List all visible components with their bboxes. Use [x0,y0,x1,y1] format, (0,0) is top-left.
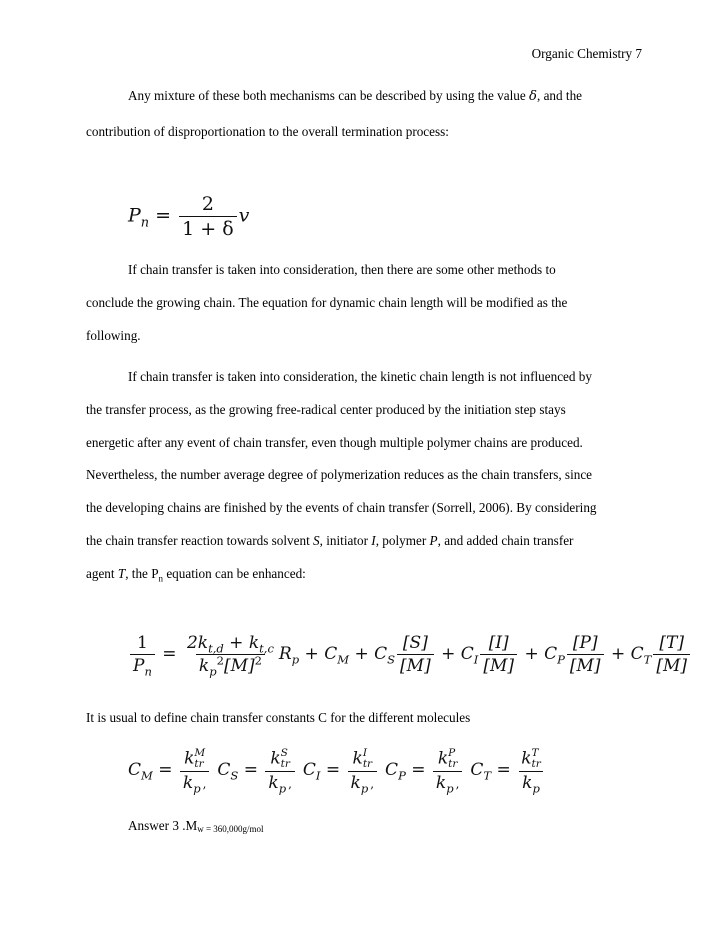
eq-subscript: tr [280,758,290,771]
eq-symbol: v [238,204,250,227]
eq-subscript: P [557,652,565,667]
eq-symbol: k [268,773,279,794]
eq-subscript: tr [194,758,204,771]
eq-subscript: tr [448,758,458,771]
eq-denominator: 1 + δ [179,216,237,240]
eq-denominator [130,654,155,679]
paragraph-2-line-1: If chain transfer is taken into consideration, then there are some other methods to [128,262,556,277]
eq-numerator [435,748,461,771]
eq-superscript: M [194,747,206,759]
eq-fraction [567,633,604,676]
eq-subscript: T [483,768,492,783]
delta-symbol: δ [529,89,537,104]
eq-symbol: P [133,656,145,676]
eq-denominator: [M] [567,654,604,676]
eq-comma: , [455,777,460,792]
paragraph-3-line-5: the developing chains are finished by the events of chain transfer (Sorrell, 2006). By considering [86,500,597,515]
text: , and added chain transfer [437,533,574,548]
eq-symbol: C [460,644,474,664]
eq-fraction [265,747,295,796]
text: equation can be enhanced: [163,566,306,581]
eq-fraction [184,633,277,679]
eq-equals: = [238,760,264,781]
transfer-constant-t [470,747,545,796]
running-head: Organic Chemistry 7 [531,46,642,61]
eq-symbol: P [128,204,141,227]
eq-subscript: I [473,652,479,667]
eq-numerator: [S] [402,633,428,653]
eq-symbol: 2k [186,633,209,653]
eq-fraction [180,747,210,796]
equation-transfer-constants [128,747,552,796]
equation-pn-disproportionation [128,193,249,240]
eq-numerator: [T] [659,633,684,653]
eq-subscript: p [193,781,201,796]
eq-symbol: k [437,748,449,769]
eq-equals: = [155,204,172,227]
eq-symbol: k [521,748,532,769]
eq-subscript: S [387,652,396,667]
eq-subscript: p [278,781,287,796]
eq-denominator [265,771,295,796]
subscript-n: n [158,573,164,584]
eq-numerator [350,748,376,771]
paragraph-4: It is usual to define chain transfer constants C for the different molecules [86,710,471,725]
eq-script-stack [281,748,290,770]
eq-superscript: 2 [254,653,262,668]
eq-fraction [179,193,237,240]
eq-symbol: C [217,760,231,781]
transfer-constant-m [128,747,211,796]
eq-subscript: t,c [259,641,274,656]
eq-numerator: [P] [572,633,598,653]
eq-denominator: [M] [653,654,690,676]
eq-subscript: I [315,768,321,783]
eq-denominator [196,653,265,679]
transfer-constant-i [302,747,379,796]
symbol-i: I [371,533,376,548]
eq-subscript: n [140,215,150,231]
eq-equals: = [491,760,517,781]
eq-symbol: C [128,760,142,781]
eq-numerator: 1 [137,633,148,653]
eq-denominator [180,771,210,796]
paragraph-1-line-1 [128,88,582,105]
eq-comma: , [370,777,375,792]
paragraph-2-line-2: conclude the growing chain. The equation for dynamic chain length will be modified as the [86,295,568,310]
eq-denominator: [M] [397,654,434,676]
paragraph-3-line-2: the transfer process, as the growing free-radical center produced by the initiation step stays [86,402,566,417]
eq-subscript: M [141,768,153,783]
text: Answer 3 .M [128,818,198,833]
eq-numerator [184,633,277,654]
eq-script-stack [532,748,541,770]
eq-symbol: k [270,748,281,769]
text: the chain transfer reaction towards solvent [86,533,314,548]
eq-subscript: t,d [208,641,224,656]
transfer-constant-p [385,747,464,796]
answer-subscript: w = 360,000g/mol [197,824,264,834]
text: Any mixture of these both mechanisms can be described by using the value [128,88,530,103]
eq-numerator [181,748,208,771]
eq-subscript: T [643,652,652,667]
eq-symbol: k [182,773,194,794]
eq-symbol: C [544,644,558,664]
eq-superscript: I [362,747,367,759]
symbol-t: T [117,566,126,581]
eq-denominator [519,771,543,796]
text: , initiator [319,533,372,548]
eq-symbol: k [184,748,195,769]
eq-subscript: tr [531,758,541,771]
text: , and the [536,88,583,103]
eq-subscript: M [337,652,350,667]
eq-symbol: k [522,773,533,794]
eq-fraction [518,747,544,796]
eq-script-stack [448,748,457,770]
eq-comma: , [202,777,207,792]
eq-subscript: S [230,768,239,783]
symbol-s: S [313,533,320,548]
eq-superscript: T [531,747,539,759]
eq-symbol: [M] [223,656,255,676]
eq-subscript: p [291,652,300,667]
eq-symbol: C [630,644,644,664]
eq-fraction [480,633,517,676]
eq-symbol: C [374,644,388,664]
symbol-p: P [429,533,438,548]
eq-symbol: k [350,773,361,794]
eq-numerator: [I] [488,633,509,653]
eq-numerator [518,748,544,771]
eq-symbol: C [324,644,338,664]
eq-comma: , [288,777,292,792]
text: , polymer [375,533,430,548]
eq-numerator [267,748,293,771]
eq-symbol: + k [223,633,260,653]
eq-numerator: 2 [201,193,214,215]
eq-fraction [653,633,690,676]
paragraph-3-line-7 [86,566,306,582]
transfer-constant-s [217,747,297,796]
eq-symbol: k [198,656,210,676]
eq-equals: = [152,760,178,781]
eq-superscript: S [280,747,288,759]
paragraph-1-line-2: contribution of disproportionation to the overall termination process: [86,124,449,139]
eq-denominator [348,771,378,796]
eq-symbol: k [435,773,447,794]
equation-mayo: $\frac{1}{P_n}$ = $\frac{2k_{t,d} + k_{t,c}}{k_p^2[M]^2}$ $R_p + C_M + C_S$ $\frac{[S]}{[M]}$ + $C_I$ $\frac{[I]}{[M]}$ + $C_P$ $\frac{[P]}{[M]}$ + $C_T$ $\frac{[T]}{[M]}$ [128,633,692,676]
eq-symbol: C [385,760,399,781]
eq-denominator [433,771,463,796]
paragraph-3-line-1: If chain transfer is taken into consideration, the kinetic chain length is not influenced by [128,369,592,384]
eq-subscript: P [398,768,406,783]
text: agent [86,566,118,581]
eq-fraction [433,747,463,796]
eq-superscript: 2 [216,653,224,668]
eq-script-stack [363,748,372,770]
eq-subscript: p [532,781,540,796]
eq-symbol: R [278,644,292,664]
eq-subscript: n [144,664,152,679]
eq-subscript: tr [362,758,373,771]
eq-fraction [130,633,155,679]
paragraph-3-line-6 [86,533,573,549]
eq-superscript: P [448,747,456,759]
eq-equals: = [320,760,346,781]
eq-fraction [348,747,378,796]
eq-subscript: p [446,781,454,796]
eq-symbol: C [470,760,484,781]
eq-subscript: p [209,664,217,679]
text: , the P [125,566,159,581]
eq-symbol: k [352,748,363,769]
paragraph-2-line-3: following. [86,328,141,343]
answer-line [128,818,264,837]
eq-fraction [397,633,434,676]
eq-denominator: [M] [480,654,517,676]
paragraph-3-line-3: energetic after any event of chain transfer, even though multiple polymer chains are produced. [86,435,583,450]
eq-subscript: p [360,781,369,796]
eq-symbol: C [302,760,316,781]
paragraph-3-line-4: Nevertheless, the number average degree of polymerization reduces as the chain transfers, since [86,467,593,482]
eq-equals: = [405,760,431,781]
eq-script-stack [194,748,205,770]
